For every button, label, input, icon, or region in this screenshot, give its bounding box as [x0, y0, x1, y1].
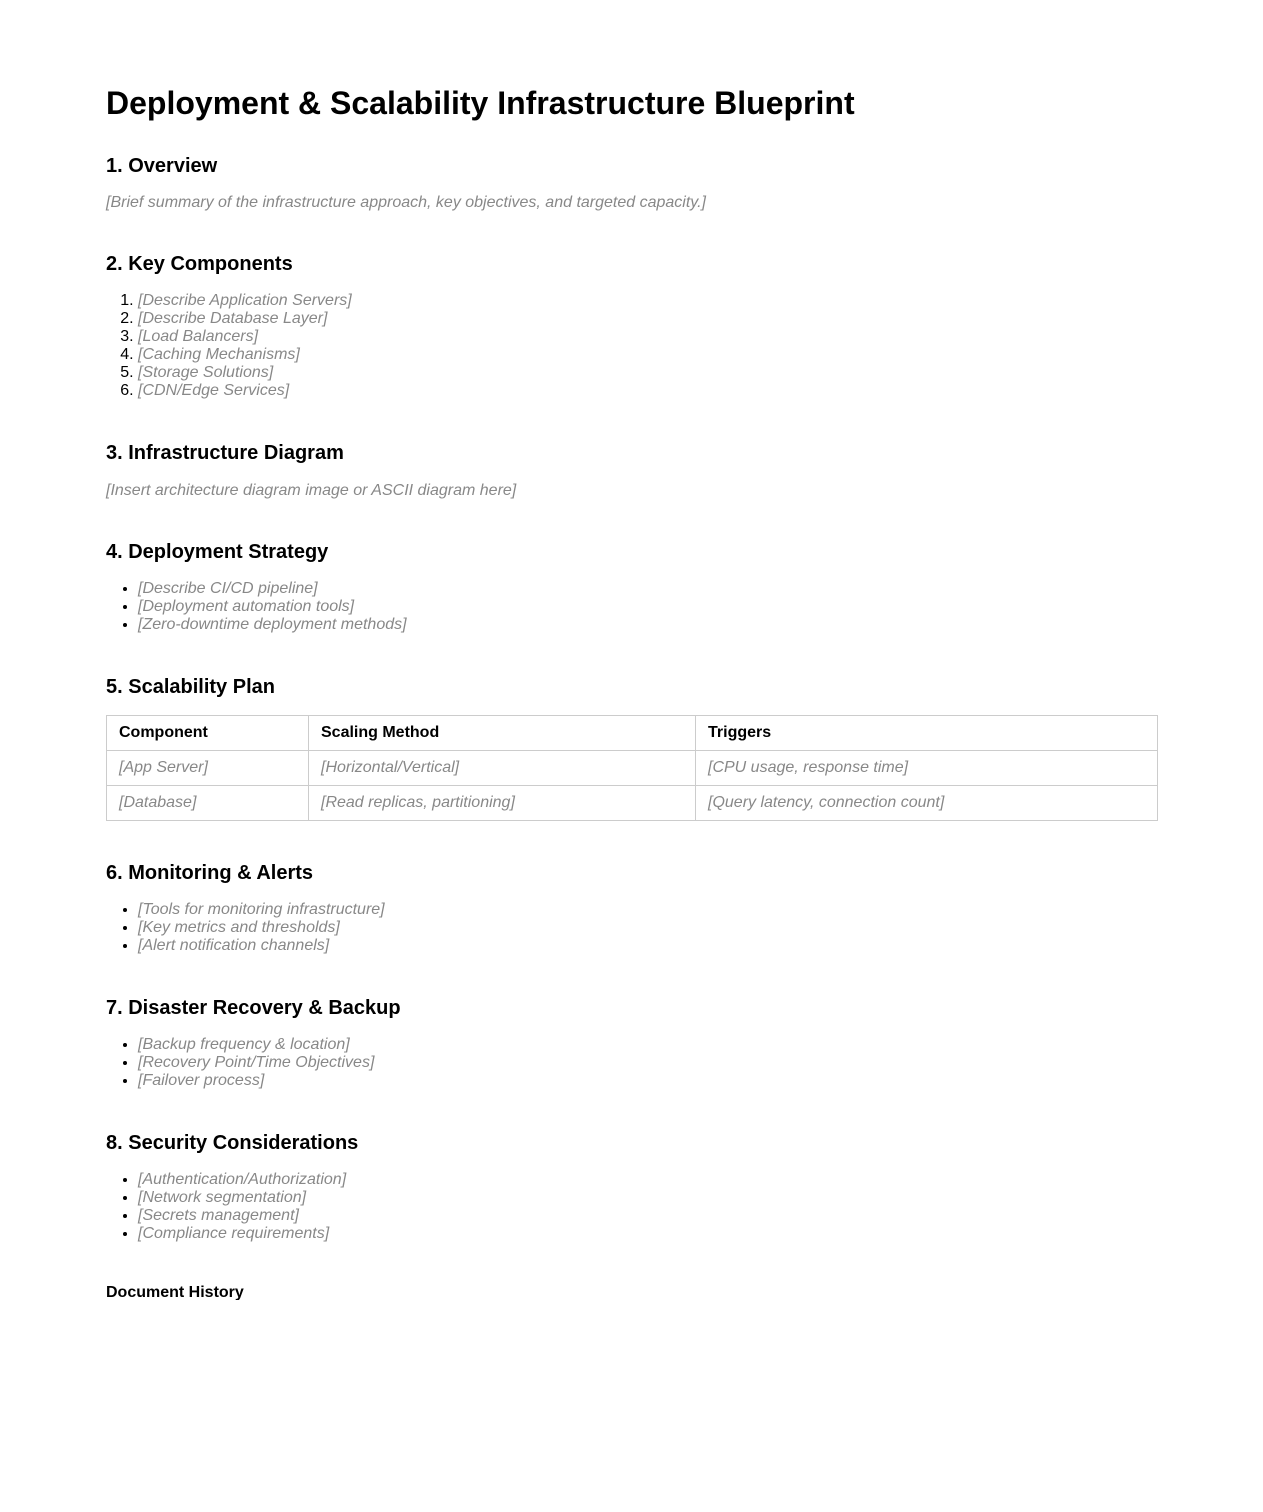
table-cell: [CPU usage, response time]: [696, 751, 1158, 786]
list-item: • [Failover process]: [138, 1072, 374, 1090]
list-item: 5. [Storage Solutions]: [138, 364, 352, 382]
list-item: 6. [CDN/Edge Services]: [138, 382, 352, 400]
security-list: [106, 1171, 346, 1243]
recovery-heading: 7. Disaster Recovery & Backup: [106, 997, 401, 1019]
components-heading: 2. Key Components: [106, 253, 293, 275]
deployment-heading: 4. Deployment Strategy: [106, 541, 329, 563]
list-item: • [Recovery Point/Time Objectives]: [138, 1054, 374, 1072]
list-item: • [Network segmentation]: [138, 1189, 346, 1207]
list-item: • [Key metrics and thresholds]: [138, 919, 385, 937]
list-item: • [Zero-downtime deployment methods]: [138, 616, 407, 634]
document-history-heading: Document History: [106, 1284, 244, 1300]
list-item: • [Describe CI/CD pipeline]: [138, 580, 407, 598]
list-item: • [Deployment automation tools]: [138, 598, 407, 616]
column-header: Triggers: [696, 716, 1158, 751]
list-item: • [Compliance requirements]: [138, 1225, 346, 1243]
components-list: [106, 292, 352, 400]
list-item: 3. [Load Balancers]: [138, 328, 352, 346]
monitoring-list: [106, 901, 385, 955]
monitoring-heading: 6. Monitoring & Alerts: [106, 862, 314, 884]
table-header-row: [107, 716, 1158, 751]
table-cell: [Read replicas, partitioning]: [309, 786, 696, 821]
list-item: • [Alert notification channels]: [138, 937, 385, 955]
scalability-table: [106, 715, 1158, 821]
security-heading: 8. Security Considerations: [106, 1132, 359, 1154]
list-item: • [Authentication/Authorization]: [138, 1171, 346, 1189]
table-cell: [Query latency, connection count]: [696, 786, 1158, 821]
list-item: • [Backup frequency & location]: [138, 1036, 374, 1054]
scalability-heading: 5. Scalability Plan: [106, 676, 275, 698]
column-header: Component: [107, 716, 309, 751]
page-title: Deployment & Scalability Infrastructure Blueprint: [106, 85, 855, 121]
list-item: 1. [Describe Application Servers]: [138, 292, 352, 310]
list-item: • [Secrets management]: [138, 1207, 346, 1225]
list-item: 4. [Caching Mechanisms]: [138, 346, 352, 364]
overview-text: [Brief summary of the infrastructure approach, key objectives, and targeted capacity.]: [106, 194, 706, 211]
table-row: [107, 751, 1158, 786]
diagram-heading: 3. Infrastructure Diagram: [106, 442, 344, 464]
list-item: • [Tools for monitoring infrastructure]: [138, 901, 385, 919]
overview-heading: 1. Overview: [106, 155, 218, 177]
table-row: [107, 786, 1158, 821]
table-cell: [Horizontal/Vertical]: [309, 751, 696, 786]
recovery-list: [106, 1036, 374, 1090]
diagram-placeholder: [Insert architecture diagram image or ASCII diagram here]: [106, 482, 517, 499]
table-cell: [Database]: [107, 786, 309, 821]
deployment-list: [106, 580, 407, 634]
table-cell: [App Server]: [107, 751, 309, 786]
column-header: Scaling Method: [309, 716, 696, 751]
list-item: 2. [Describe Database Layer]: [138, 310, 352, 328]
